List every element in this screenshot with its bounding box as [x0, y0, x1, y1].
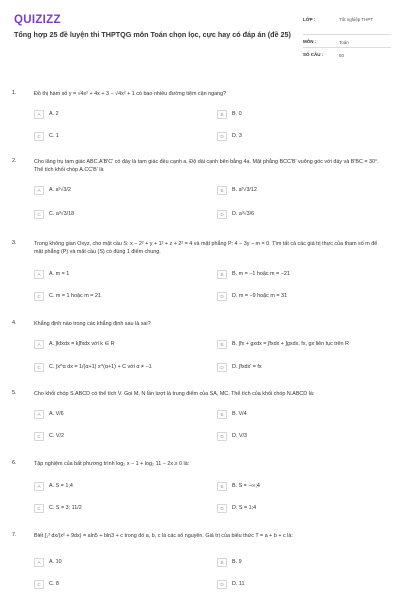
option-text: A. 10 [49, 559, 62, 565]
option-text: D. S = 1;4 [232, 505, 257, 511]
header [0, 0, 400, 72]
option-text: B. 9 [232, 559, 242, 565]
option-letter-box: A [34, 340, 44, 349]
option-text: B. ∫fx + gxdx = ∫fxdx + ∫gxdx, fx, gx liên tục trên R [232, 341, 349, 347]
option-letter-box: C [34, 504, 44, 513]
option-letter-box: B [217, 482, 227, 491]
option-letter-box: D [217, 363, 227, 372]
option-text: A. a³√3/2 [49, 187, 71, 193]
question-number: 1. [12, 90, 17, 96]
option-letter-box: D [217, 580, 227, 589]
option-letter-box: A [34, 558, 44, 567]
option-letter-box: B [217, 558, 227, 567]
meta-panel [303, 13, 391, 61]
option-letter-box: A [34, 186, 44, 195]
question-number: 6. [12, 460, 17, 466]
option-letter-box: A [34, 110, 44, 119]
option-letter-box: D [217, 432, 227, 441]
option-text: A. 2 [49, 111, 59, 117]
option-letter-box: A [34, 410, 44, 419]
option-text: A. S = 1;4 [49, 483, 73, 489]
question-number: 5. [12, 390, 17, 396]
question-text: Tập nghiệm của bất phương trình log₂ x − 1 + log₂ 11 − 2x ≥ 0 là: [34, 461, 190, 467]
option-text: A. m = 1 [49, 271, 70, 277]
question-text: Đồ thị hàm số y = √4x² + 4x + 3 − √4x² + 1 có bao nhiêu đường tiệm cận ngang? [34, 91, 227, 97]
option-letter-box: B [217, 270, 227, 279]
question-number: 4. [12, 320, 17, 326]
option-letter-box: C [34, 210, 44, 219]
question-number: 2. [12, 158, 17, 164]
question-text: Trong không gian Oxyz, cho mặt cầu S: x − 2² + y + 1² + z + 2² = 4 và mặt phẳng P: 4 − 3y − m = 0. Tìm tất cả các giá trị thực của tham số m để mặt phẳng (P) và mặt cầu (S) có đúng 1 điểm chung. [34, 241, 378, 255]
count-label: SỐ CÂU : [303, 52, 324, 57]
question-text: Cho lăng trụ tam giác ABC.A'B'C' có đáy là tam giác đều cạnh a. Độ dài cạnh bên bằng 4a. Mặt phẳng BCC'B' vuông góc với đáy và B'BC = 30°. Thể tích khối chóp A.CC'B' là [34, 159, 379, 173]
option-text: B. m = −1 hoặc m = −21 [232, 271, 290, 277]
option-letter-box: B [217, 186, 227, 195]
option-letter-box: B [217, 410, 227, 419]
option-text: C. ∫x^α dx = 1/(α+1) x^(α+1) + C với α ≠ −1 [49, 364, 152, 370]
meta-count-row [303, 48, 391, 61]
option-text: B. a³√3/12 [232, 187, 257, 193]
document-title: Tổng hợp 25 đề luyện thi THPTQG môn Toán chọn lọc, cực hay có đáp án (đề 25) [14, 30, 291, 39]
question-text: Cho khối chóp S.ABCD có thể tích V. Gọi M, N lần lượt là trung điểm của SA, MC. Thể tích của khối chóp N.ABCD là: [34, 391, 315, 397]
option-letter-box: C [34, 292, 44, 301]
meta-class-row [303, 13, 391, 35]
option-text: B. V/4 [232, 411, 247, 417]
option-letter-box: C [34, 432, 44, 441]
count-value: 50 [339, 53, 345, 58]
option-text: C. 8 [49, 581, 59, 587]
question-number: 3. [12, 240, 17, 246]
option-letter-box: B [217, 340, 227, 349]
option-letter-box: B [217, 110, 227, 119]
option-text: D. 11 [232, 581, 245, 587]
option-text: D. m = −9 hoặc m = 31 [232, 293, 287, 299]
option-text: C. V/2 [49, 433, 64, 439]
quizizz-logo: QUIZIZZ [14, 14, 61, 26]
option-letter-box: C [34, 363, 44, 372]
option-text: B. 0 [232, 111, 242, 117]
subject-label: MÔN : [303, 39, 317, 44]
option-text: D. V/3 [232, 433, 247, 439]
option-text: C. a³√3/18 [49, 211, 75, 217]
subject-value: Toán [339, 40, 349, 45]
option-letter-box: D [217, 132, 227, 141]
option-letter-box: A [34, 482, 44, 491]
option-letter-box: D [217, 292, 227, 301]
option-letter-box: C [34, 580, 44, 589]
meta-subject-row [303, 35, 391, 48]
option-text: A. V/6 [49, 411, 64, 417]
option-text: C. S = 3; 11/2 [49, 505, 82, 511]
option-text: D. 3 [232, 133, 242, 139]
option-letter-box: A [34, 270, 44, 279]
option-letter-box: D [217, 504, 227, 513]
option-text: D. a³√3/6 [232, 211, 255, 217]
option-letter-box: D [217, 210, 227, 219]
class-label: LỚP : [303, 17, 316, 22]
option-text: A. ∫kfxdx = k∫fxdx với k ∈ R [49, 341, 115, 347]
option-text: D. ∫fxdx' = fx [232, 364, 262, 370]
option-text: B. S = −∞;4 [232, 483, 260, 489]
question-number: 7. [12, 532, 17, 538]
option-letter-box: C [34, 132, 44, 141]
question-text: Khẳng định nào trong các khẳng định sau là sai? [34, 321, 151, 327]
option-text: C. 1 [49, 133, 59, 139]
class-value: Tốt nghiệp THPT [339, 17, 374, 22]
question-text: Biết ∫₁³ dx/(x² + 9dx) = aln5 + bln3 + c trong đó a, b, c là các số nguyên. Giá trị của biểu thức T = a + b + c là: [34, 533, 293, 539]
option-text: C. m = 1 hoặc m = 21 [49, 293, 101, 299]
